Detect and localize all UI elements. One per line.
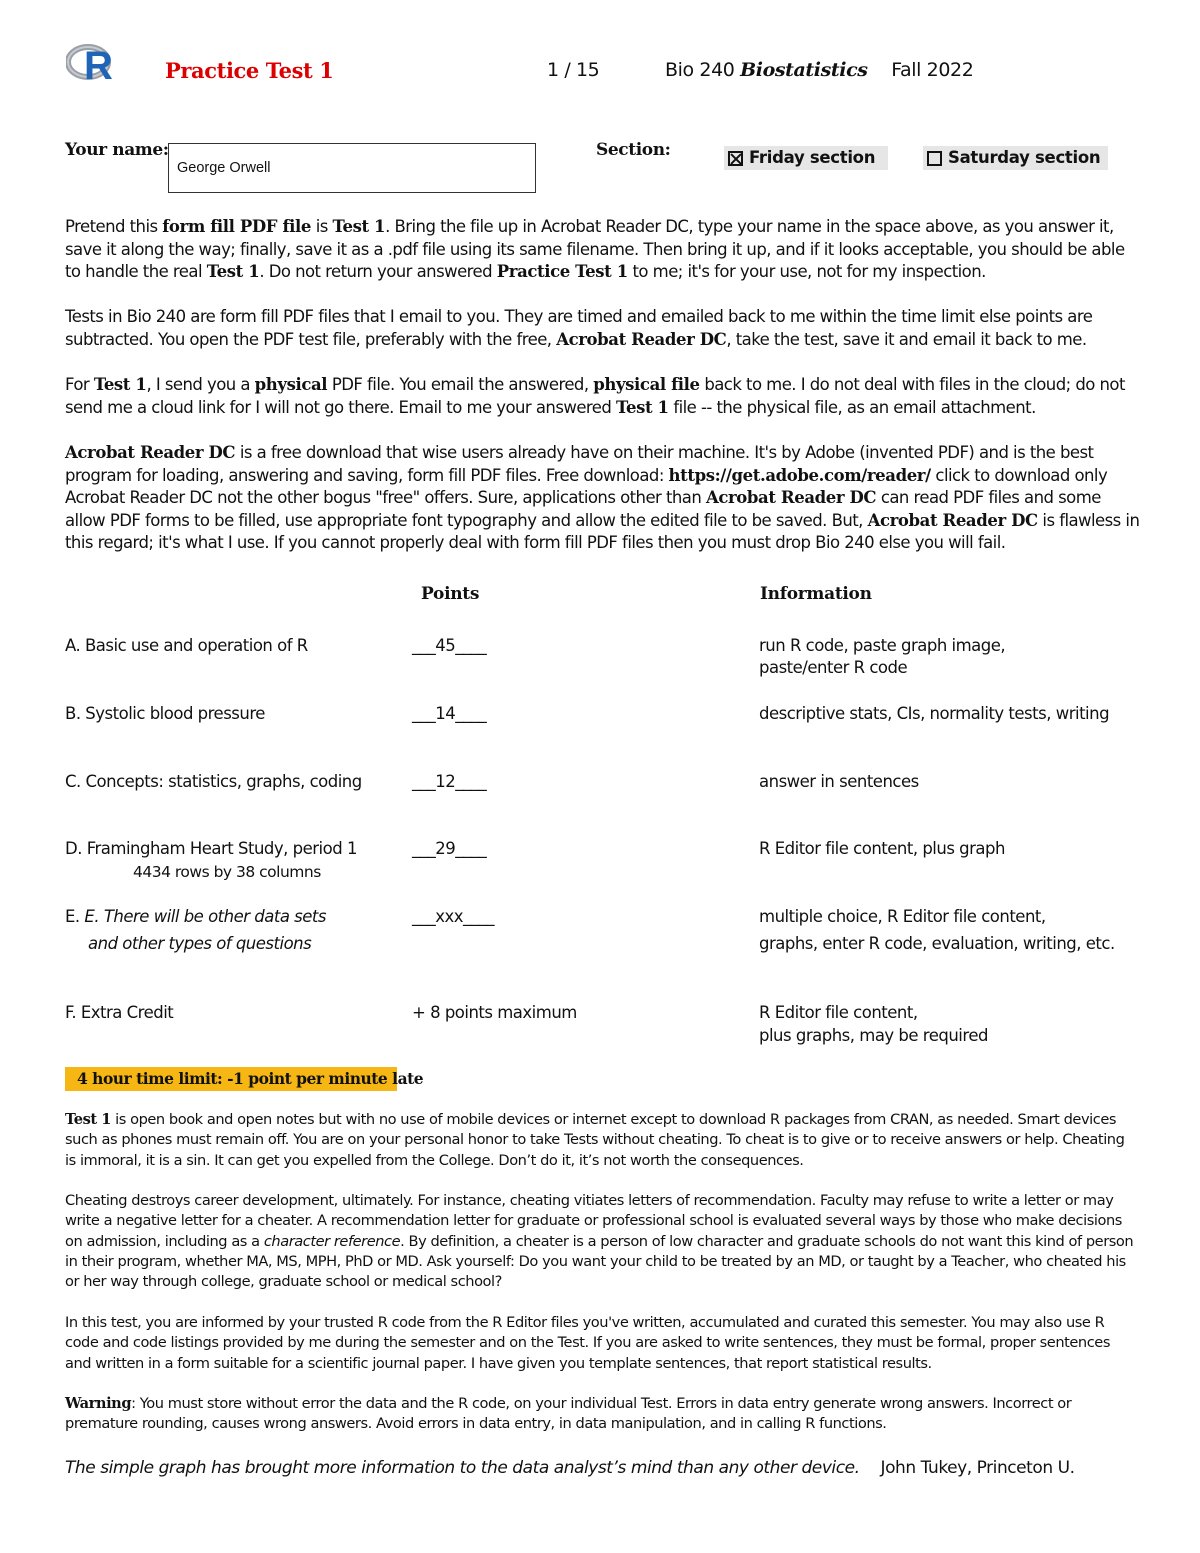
test-title: Practice Test 1 [165,58,334,83]
text-run: Test 1 [332,217,386,236]
points-header: Points [421,584,480,604]
text-run: Warning [65,1395,132,1412]
text-run: is open book and open notes but with no use of mobile devices or internet except to download R packages from CRAN, as needed. Smart devices such as phones must remain off. You are on your personal honor to take Tests without cheating. To cheat is to give or to receive answers or help. Cheating is immoral, it is a sin. It can get you expelled from the College. Don’t do it, it’s not worth the consequences. [65,1111,1125,1169]
r-logo-letter: R [84,44,113,88]
row-e-label [65,906,326,929]
row-e-info-2: graphs, enter R code, evaluation, writing, etc. [759,934,1115,953]
tukey-quote [65,1458,1075,1478]
unchecked-box-icon [927,151,942,166]
text-run: file -- the physical file, as an email attachment. [668,397,1036,417]
text-run: , take the test, save it and email it back to me. [726,329,1087,349]
text-run: https://get.adobe.com/reader/ [668,465,931,485]
row-f-info: R Editor file content, [759,1003,918,1022]
rules-paragraph-1 [65,1110,1135,1171]
row-f-label: F. Extra Credit [65,1003,174,1022]
text-run: Acrobat Reader DC [65,443,236,462]
information-header: Information [760,584,872,604]
row-e-letter: E. [65,907,85,926]
text-run: is a free download that wise users already have on their machine. It's by Adobe (invented PDF) and is the best program for loading, answering and saving, form fill PDF files. Free download: [65,443,1094,485]
text-run: Practice Test 1 [496,262,628,281]
name-field-value: George Orwell [177,160,271,176]
text-run: PDF file. You email the answered, [327,375,594,394]
text-run: Acrobat Reader DC [556,329,727,349]
text-run: . Do not return your answered [259,262,497,281]
text-run: . Bring the file up in Acrobat Reader DC, type your name in the space above, as you answer it, save it along the way; finally, save it as a .pdf file using its same filename. Then bring it up, and if it looks acceptable, you should be able to handle the real [65,217,1125,281]
time-limit-banner: 4 hour time limit: -1 point per minute late [65,1067,397,1091]
row-e-points: ___xxx____ [412,907,495,926]
rules-paragraph-2 [65,1191,1135,1292]
row-e-label-2: and other types of questions [88,934,312,953]
text-run: is flawless in this regard; it's what I use. If you cannot properly deal with form fill PDF files then you must drop Bio 240 else you will fail. [65,510,1140,552]
term: Fall 2022 [891,59,974,81]
text-run: Cheating destroys career development, ultimately. For instance, cheating vitiates letters of recommendation. Faculty may refuse to write a letter or may write a negative letter for a cheater. A recommendation letter for graduate or professional school is evaluated several ways by those who make decisions on admission, including as a [65,1192,1122,1250]
text-run: Test 1 [93,375,147,394]
row-a-points: ___45____ [412,636,487,655]
row-b-info: descriptive stats, CIs, normality tests, writing [759,704,1110,723]
row-d-points: ___29____ [412,839,487,858]
intro-paragraph-3 [65,374,1140,419]
text-run: , I send you a [146,375,255,394]
rules-paragraph-3 [65,1313,1135,1374]
row-b-label: B. Systolic blood pressure [65,704,265,723]
friday-section-checkbox[interactable] [724,146,888,170]
checked-box-icon [728,151,743,166]
row-e-info: multiple choice, R Editor file content, [759,907,1046,926]
row-e-label-text: E. There will be other data sets [84,907,326,926]
text-run: Acrobat Reader DC [867,510,1038,530]
row-a-info: run R code, paste graph image, [759,636,1006,655]
saturday-section-checkbox[interactable] [923,146,1108,170]
text-run: physical file [593,375,700,394]
intro-paragraph-1 [65,216,1140,284]
row-f-points: + 8 points maximum [412,1003,577,1022]
text-run: In this test, you are informed by your trusted R code from the R Editor files you've written, accumulated and curated this semester. You may also use R code and code listings provided by me during the semester and on the Test. If you are asked to write sentences, they must be formal, proper sentences and written in a form suitable for a scientific journal paper. I have given you template sentences, that report statistical results. [65,1314,1110,1372]
text-run: physical [254,375,328,394]
name-field[interactable] [168,143,536,193]
row-d-label-2: 4434 rows by 38 columns [133,863,321,881]
course-header [665,59,973,81]
friday-section-label: Friday section [749,148,876,167]
course-code: Bio 240 [665,59,735,81]
text-run: : You must store without error the data and the R code, on your individual Test. Errors in data entry generate wrong answers. Incorrect or premature rounding, causes wrong answers. Avoid errors in data entry, in data manipulation, and in calling R functions. [65,1395,1072,1433]
row-d-label: D. Framingham Heart Study, period 1 [65,839,357,858]
row-f-info-2: plus graphs, may be required [759,1026,988,1045]
text-run: Acrobat Reader DC [705,488,877,507]
row-a-label: A. Basic use and operation of R [65,636,308,655]
text-run: . By definition, a cheater is a person of low character and graduate schools do not want this kind of person in their program, whether MA, MS, MPH, PhD or MD. Ask yourself: Do you want your child to be treated by an MD, or taught by a Teacher, who cheated his or her way through college, graduate school or medical school? [65,1232,1134,1291]
quote-author: John Tukey, Princeton U. [880,1458,1075,1478]
text-run: character reference [263,1232,401,1250]
intro-paragraph-2 [65,306,1140,351]
row-c-label: C. Concepts: statistics, graphs, coding [65,772,362,791]
rules-paragraph-4 [65,1394,1135,1435]
intro-paragraph-4 [65,442,1140,555]
text-run: Test 1 [206,262,260,281]
row-c-info: answer in sentences [759,772,919,791]
text-run: back to me. I do not deal with files in the cloud; do not send me a cloud link for I will not go there. Email to me your answered [65,375,1125,417]
text-run: Test 1 [616,397,669,417]
r-logo [66,43,116,87]
saturday-section-label: Saturday section [948,148,1101,167]
section-label: Section: [596,140,671,160]
text-run: For [65,375,94,394]
row-b-points: ___14____ [412,704,487,723]
text-run: Pretend this [65,217,163,236]
row-a-info-2: paste/enter R code [759,658,908,677]
text-run: to me; it's for your use, not for my inspection. [627,262,986,281]
text-run: can read PDF files and some allow PDF forms to be filled, use appropriate font typography and allow the edited file to be saved. But, [65,488,1101,530]
text-run: is [311,217,333,236]
row-d-info: R Editor file content, plus graph [759,839,1005,858]
course-name: Biostatistics [740,59,868,81]
text-run: form fill PDF file [162,217,311,236]
text-run: Test 1 [65,1111,111,1128]
page-indicator: 1 / 15 [547,59,600,81]
row-c-points: ___12____ [412,772,487,791]
text-run: Tests in Bio 240 are form fill PDF files that I email to you. They are timed and emailed back to me within the time limit else points are subtracted. You open the PDF test file, preferably with the free, [65,307,1093,349]
name-label: Your name: [65,140,169,160]
quote-text: The simple graph has brought more information to the data analyst’s mind than any other device. [65,1458,860,1478]
text-run: click to download only Acrobat Reader DC not the other bogus "free" offers. Sure, applications other than [65,465,1108,507]
